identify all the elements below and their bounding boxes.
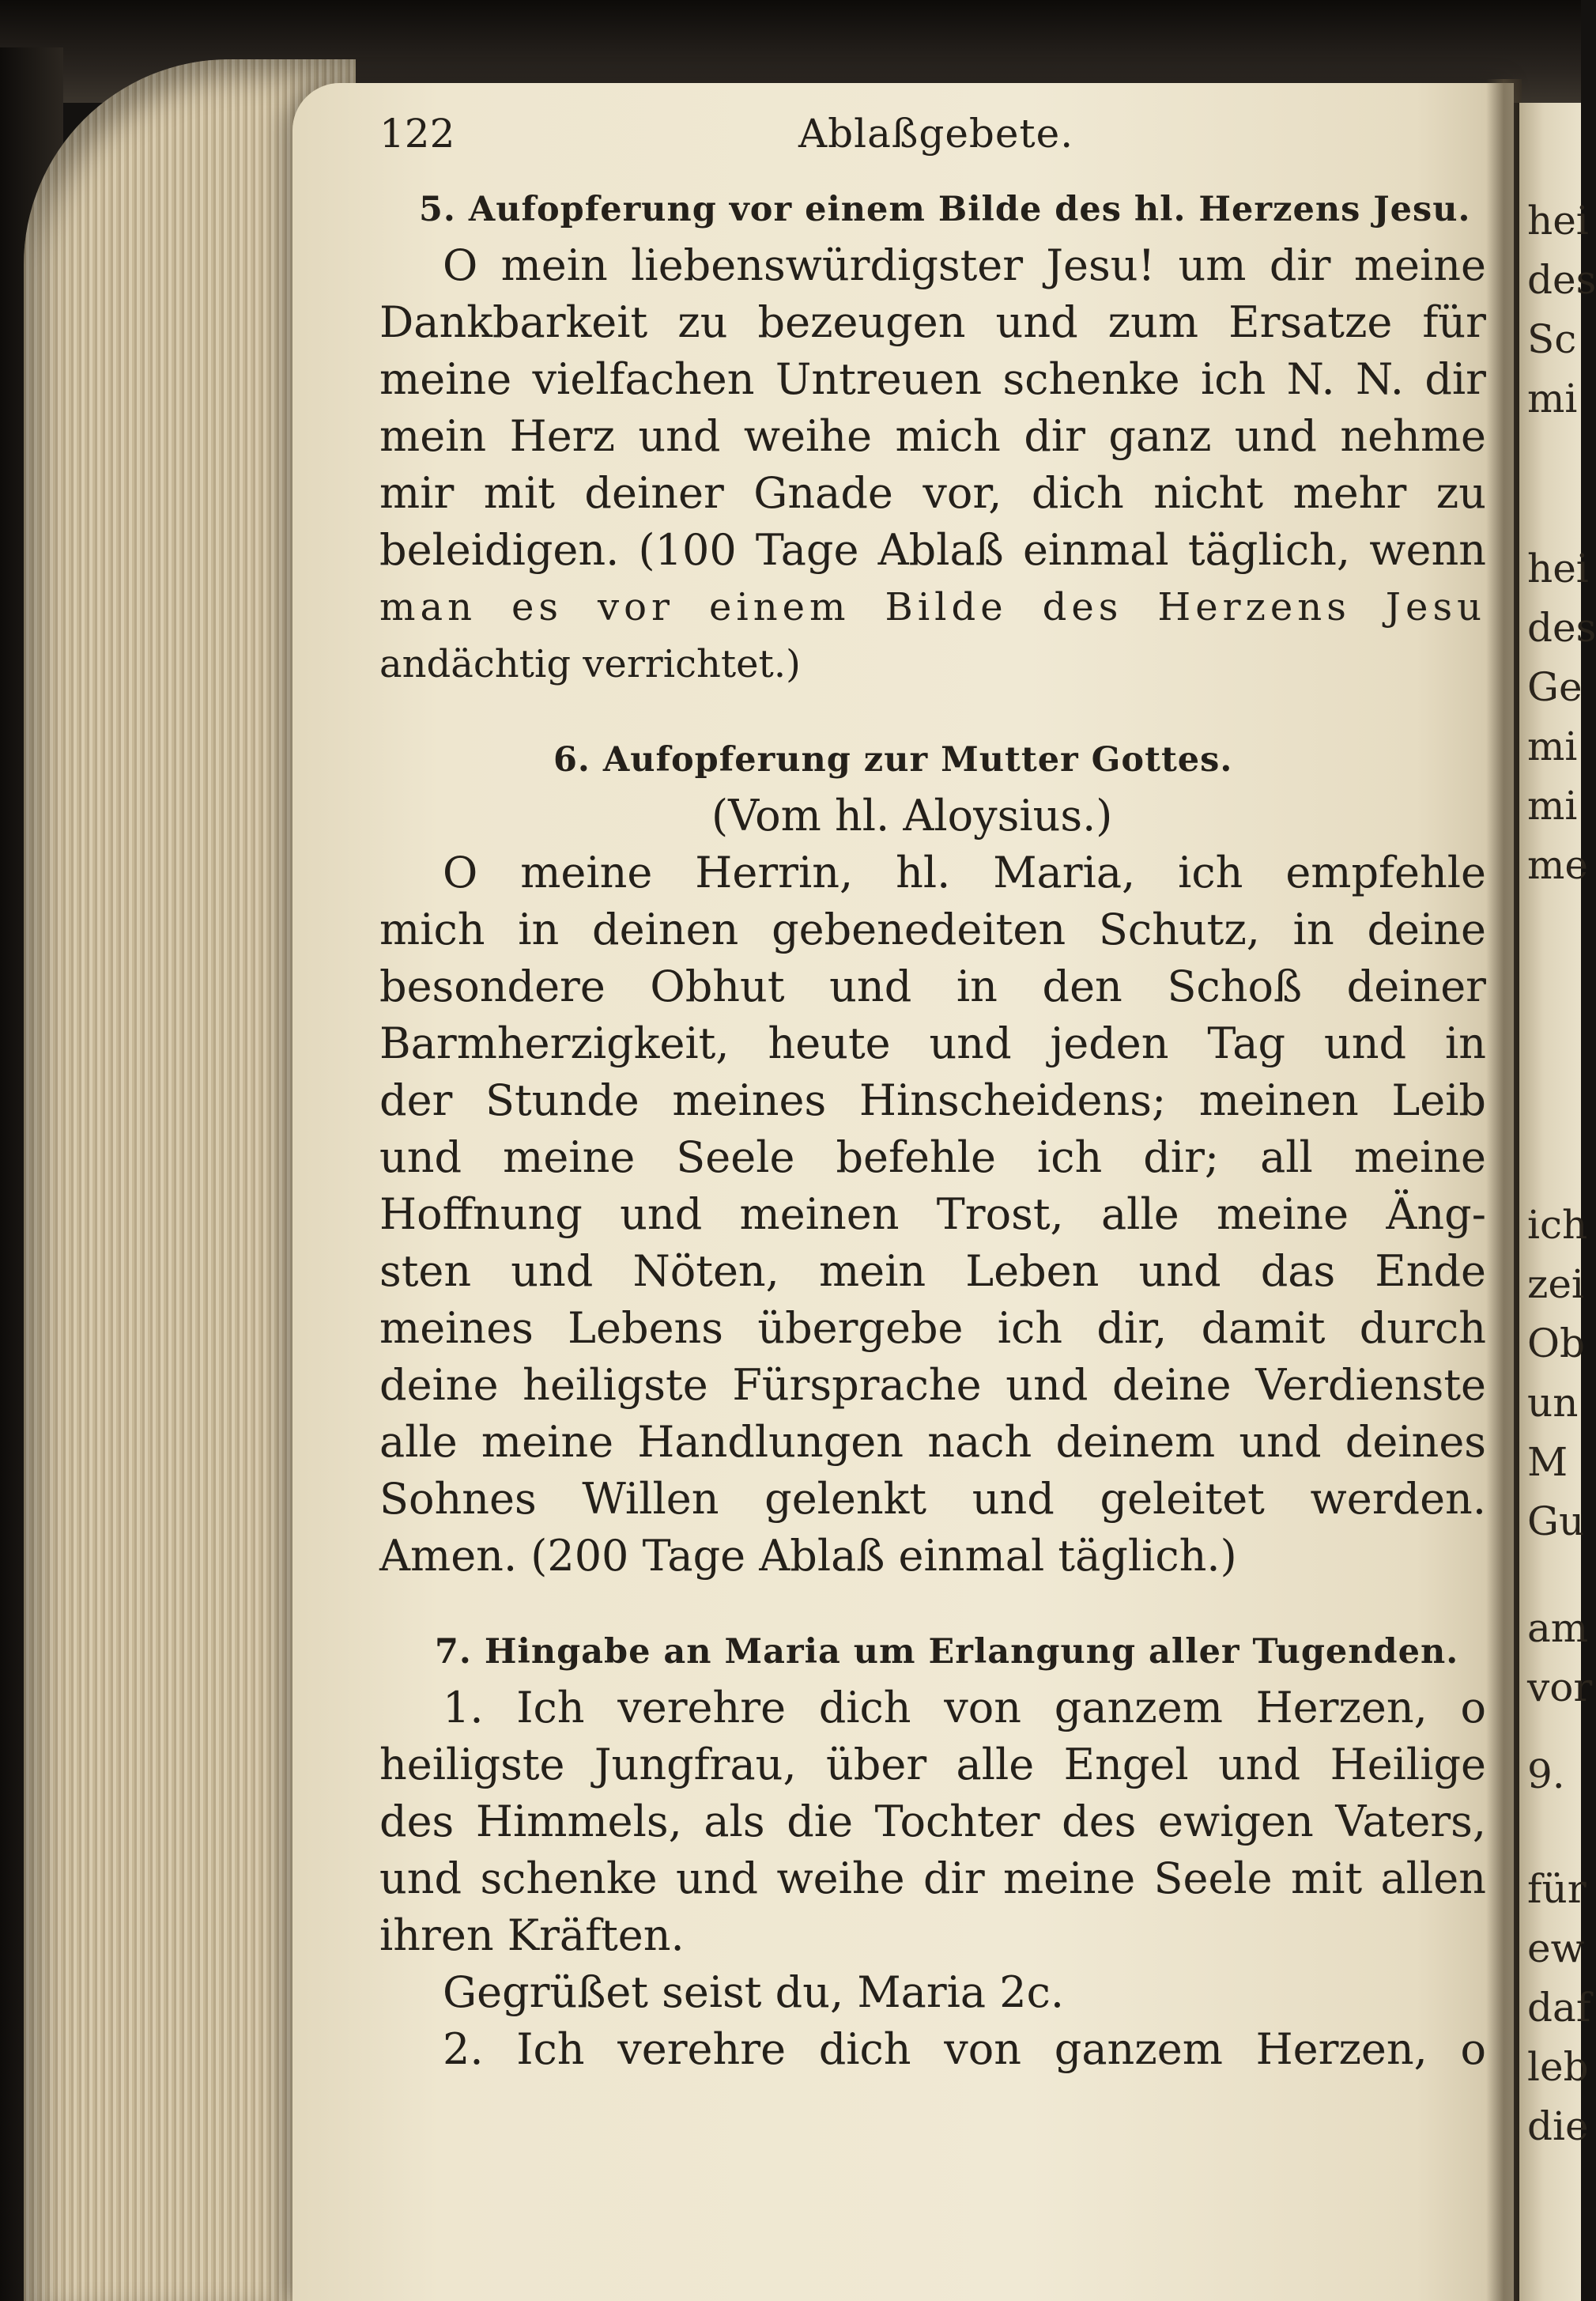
text-line: meine vielfachen Untreuen schenke ich N. N. dir (379, 354, 1486, 404)
book-gutter (1486, 79, 1522, 2301)
facing-fragment: mi (1527, 724, 1578, 769)
text-line: Amen. (200 Tage Ablaß einmal täglich.) (379, 1531, 1237, 1581)
facing-fragment: me (1527, 842, 1589, 888)
facing-fragment: ich (1527, 1202, 1588, 1248)
text-line: des Himmels, als die Tochter des ewigen Vaters, (379, 1797, 1486, 1846)
text-line: Gegrüßet seist du, Maria 2c. (443, 1967, 1065, 2017)
facing-page (1519, 103, 1596, 2301)
text-line: und meine Seele befehle ich dir; all meine (379, 1132, 1486, 1182)
text-line: ihren Kräften. (379, 1910, 685, 1960)
facing-fragment: des (1527, 257, 1596, 303)
text-line: O meine Herrin, hl. Maria, ich empfehle (443, 848, 1486, 897)
facing-fragment: hei (1527, 198, 1589, 244)
facing-fragment: vor (1527, 1664, 1593, 1710)
text-line: alle meine Handlungen nach deinem und deines (379, 1417, 1486, 1467)
text-line: sten und Nöten, mein Leben und das Ende (379, 1246, 1486, 1296)
section-heading: 5. Aufopferung vor einem Bilde des hl. Herzens Jesu. (419, 190, 1471, 229)
section-heading: 7. Hingabe an Maria um Erlangung aller Tugenden. (435, 1632, 1459, 1672)
text-line: Sohnes Willen gelenkt und geleitet werden. (379, 1474, 1486, 1524)
page-number: 122 (379, 111, 455, 157)
facing-fragment: hei (1527, 546, 1589, 591)
section-subheading: (Vom hl. Aloysius.) (711, 791, 1113, 841)
facing-fragment: des (1527, 605, 1596, 651)
facing-fragment: mi (1527, 783, 1578, 829)
page-header (379, 111, 1486, 182)
text-line: mir mit deiner Gnade vor, dich nicht mehr zu (379, 468, 1486, 518)
facing-fragment: 9. (1527, 1751, 1565, 1797)
facing-fragment: Ob (1527, 1321, 1585, 1366)
text-line: man es vor einem Bilde des Herzens Jesu (379, 585, 1486, 629)
facing-fragment: Gu (1527, 1498, 1585, 1544)
text-line: meines Lebens übergebe ich dir, damit durch (379, 1303, 1486, 1353)
facing-fragment: Sc (1527, 316, 1577, 362)
facing-fragment: daf (1527, 1985, 1591, 2031)
facing-fragment: leb (1527, 2044, 1589, 2090)
text-line: mein Herz und weihe mich dir ganz und nehme (379, 411, 1486, 461)
facing-fragment: die (1527, 2103, 1589, 2149)
text-line: Dankbarkeit zu bezeugen und zum Ersatze für (379, 297, 1486, 347)
text-line: beleidigen. (100 Tage Ablaß einmal täglich, wenn (379, 525, 1486, 575)
text-line: 2. Ich verehre dich von ganzem Herzen, o (443, 2024, 1486, 2074)
facing-fragment: zei (1527, 1261, 1584, 1307)
text-line: Hoffnung und meinen Trost, alle meine Äng- (379, 1189, 1486, 1239)
text-line: besondere Obhut und in den Schoß deiner (379, 962, 1486, 1011)
text-line: der Stunde meines Hinscheidens; meinen Leib (379, 1075, 1486, 1125)
section-heading: 6. Aufopferung zur Mutter Gottes. (553, 740, 1233, 780)
facing-fragment: un (1527, 1380, 1579, 1426)
facing-fragment: M (1527, 1439, 1568, 1485)
running-title: Ablaßgebete. (798, 111, 1074, 157)
text-line: heiligste Jungfrau, über alle Engel und Heilige (379, 1740, 1486, 1789)
facing-fragment: am (1527, 1605, 1589, 1651)
facing-fragment: Ge (1527, 664, 1583, 710)
text-line: deine heiligste Fürsprache und deine Verdienste (379, 1360, 1486, 1410)
text-line: Barmherzigkeit, heute und jeden Tag und in (379, 1018, 1486, 1068)
text-line: und schenke und weihe dir meine Seele mit allen (379, 1853, 1486, 1903)
text-line: 1. Ich verehre dich von ganzem Herzen, o (443, 1683, 1486, 1732)
facing-fragment: mi (1527, 376, 1578, 421)
page-text (379, 111, 1486, 2078)
facing-fragment: ew (1527, 1925, 1585, 1971)
text-line: O mein liebenswürdigster Jesu! um dir meine (443, 240, 1486, 290)
text-line: mich in deinen gebenedeiten Schutz, in deine (379, 905, 1486, 954)
text-line: andächtig verrichtet.) (379, 642, 801, 686)
facing-fragment: für (1527, 1866, 1587, 1912)
